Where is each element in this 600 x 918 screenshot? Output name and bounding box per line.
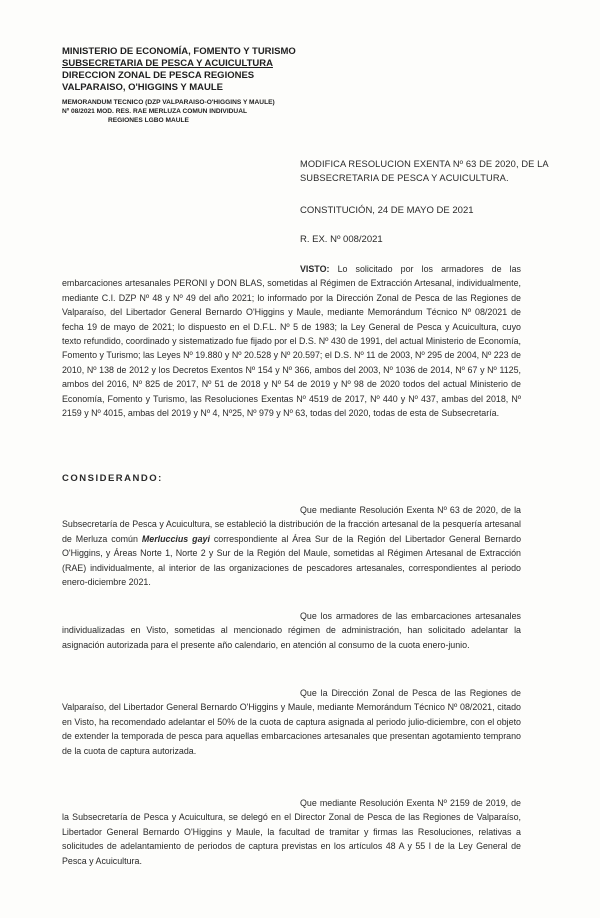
visto-paragraph bbox=[62, 262, 521, 420]
subsecretaria-name: SUBSECRETARIA DE PESCA Y ACUICULTURA bbox=[62, 58, 273, 69]
paragraph-2-text: Que los armadores de las embarcaciones artesanales individualizadas en Visto, sometidas al mencionado régimen de administración, han solicitado adelantar la asignación autorizada para el presente año calendario, en atención al consumo de la cuota enero-junio. bbox=[62, 611, 521, 650]
visto-label: VISTO: bbox=[300, 264, 330, 274]
memo-reference: MEMORANDUM TECNICO (DZP VALPARAISO-O'HIGGINS Y MAULE) bbox=[62, 99, 275, 106]
paragraph-4-text: Que mediante Resolución Exenta Nº 2159 de 2019, de la Subsecretaría de Pesca y Acuicultura, se delegó en el Director Zonal de Pesca de las Regiones de Valparaíso, Libertador General Bernardo O'Higgins y Maule, la facultad de tramitar y firmas las Resoluciones, relativas a solicitudes de adelantamiento de periodos de captura previstas en los artículos 48 A y 55 I de la Ley General de Pesca y Acuicultura. bbox=[62, 798, 521, 866]
considerando-paragraph-4 bbox=[62, 796, 521, 868]
paragraph-3-text: Que la Dirección Zonal de Pesca de las Regiones de Valparaíso, del Libertador General Bernardo O'Higgins y Maule, mediante Memorándum Técnico Nº 08/2021, citado en Visto, ha recomendado adelantar el 50% de la cuota de captura asignada al periodo julio-diciembre, con el objeto de extender la temporada de pesca para aquellas embarcaciones artesanales que presentan agotamiento temprano de la cuota de captura autorizada. bbox=[62, 688, 521, 756]
issuer-header bbox=[62, 46, 302, 125]
ministry-name: MINISTERIO DE ECONOMÍA, FOMENTO Y TURISMO bbox=[62, 46, 296, 57]
considerando-heading: CONSIDERANDO: bbox=[62, 473, 163, 484]
species-name: Merluccius gayi bbox=[141, 533, 210, 544]
considerando-paragraph-2 bbox=[62, 609, 521, 652]
place-and-date: CONSTITUCIÓN, 24 DE MAYO DE 2021 bbox=[300, 205, 474, 216]
regions-name: VALPARAISO, O'HIGGINS Y MAULE bbox=[62, 82, 223, 93]
paragraph-1-text-b: correspondiente al Área Sur de la Región del Libertador General Bernardo O'Higgins, y Áreas Norte 1, Norte 2 y Sur de la Región del Maule, sometidas al Régimen Artesanal de Extracción (RAE) individualmente, al interior de las organizaciones de pescadores artesanales, correspondientes al periodo enero-diciembre 2021. bbox=[62, 533, 522, 588]
considerando-paragraph-3 bbox=[62, 686, 521, 758]
resolution-subject: MODIFICA RESOLUCION EXENTA Nº 63 DE 2020, DE LA SUBSECRETARIA DE PESCA Y ACUICULTURA. bbox=[300, 159, 549, 183]
direccion-zonal-name: DIRECCION ZONAL DE PESCA REGIONES bbox=[62, 70, 255, 81]
resolution-number: R. EX. Nº 008/2021 bbox=[300, 234, 383, 245]
considerando-paragraph-1 bbox=[62, 503, 521, 589]
paragraph-1-text-a: Que mediante Resolución Exenta Nº 63 de 2020, de la Subsecretaría de Pesca y Acuicultura, se estableció la distribución de la fracción artesanal de la pesquería artesanal de Merluza común bbox=[62, 505, 521, 544]
memo-regions: REGIONES LGBO MAULE bbox=[108, 117, 189, 124]
visto-text: Lo solicitado por los armadores de las embarcaciones artesanales PERONI y DON BLAS, sometidas al Régimen de Extracción Artesanal, individualmente, mediante C.I. DZP Nº 48 y Nº 49 del año 2021; lo informado por la Dirección Zonal de Pesca de las Regiones de Valparaíso, del Libertador General Bernardo O'Higgins y Maule, mediante Memorándum Técnico Nº 08/2021 de fecha 19 de mayo de 2021; lo dispuesto en el D.F.L. Nº 5 de 1983; la Ley General de Pesca y Acuicultura, cuyo texto refundido, coordinado y sistematizado fue fijado por el D.S. Nº 430 de 1991, del actual Ministerio de Economía, Fomento y Turismo; las Leyes Nº 19.880 y Nº 20.528 y Nº 20.597; el D.S. Nº 11 de 2003, Nº 295 de 2004, Nº 223 de 2010, Nº 138 de 2012 y los Decretos Exentos Nº 154 y Nº 366, ambos del 2003, Nº 1036 de 2014, Nº 67 y Nº 1125, ambos del 2016, Nº 825 de 2017, Nº 51 de 2018 y Nº 54 de 2019 y Nº 98 de 2020 todos del actual Ministerio de Economía, Fomento y Turismo, las Resoluciones Exentas Nº 4519 de 2017, Nº 440 y Nº 437, ambas del 2018, Nº 2159 y Nº 4015, ambas del 2019 y Nº 4, Nº25, Nº 979 y Nº 63, todas del 2020, todas de esta de Subsecretaría. bbox=[62, 264, 521, 419]
memo-number: Nº 08/2021 MOD. RES. RAE MERLUZA COMUN INDIVIDUAL bbox=[62, 108, 247, 115]
